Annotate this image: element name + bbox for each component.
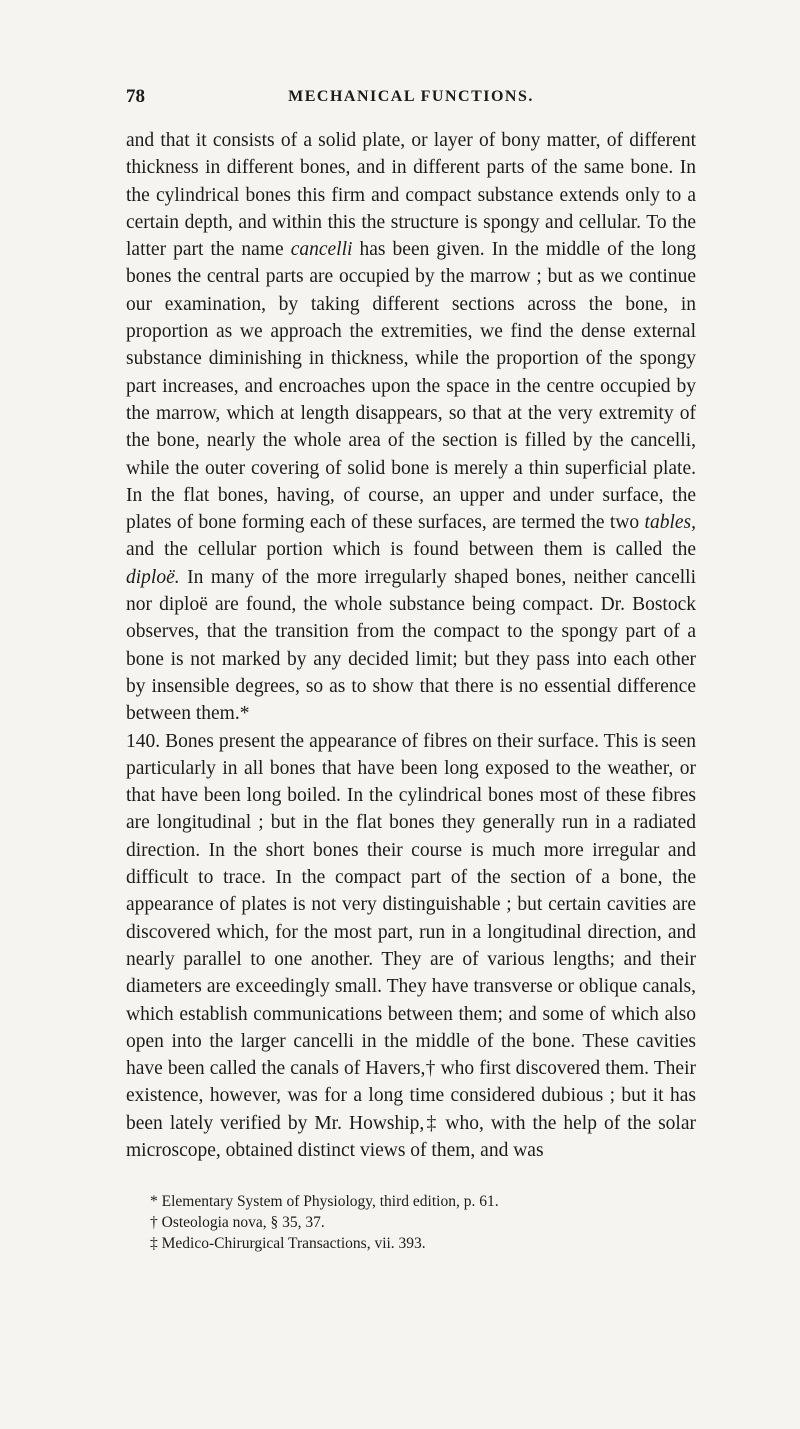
text-run: has been given. In the middle of the long bones the central parts are occupied by the marrow ; but as we continue our examination, by taking different sections across the bone, in proportion as we approach the extremities, we find the dense external substance diminishing in thickness, while the proportion of the spongy part increases, and encroaches upon the space in the centre occupied by the marrow, which at length disappears, so that at the very extremity of the bone, nearly the whole area of the section is filled by the cancelli, while the outer covering of solid bone is merely a thin superficial plate. In the flat bones, having, of course, an upper and under surface, the plates of bone forming each of these surfaces, are termed the two xyxy=(126,239,696,534)
paragraph-140: 140. Bones present the appearance of fibres on their surface. This is seen particularly in all bones that have been long exposed to the weather, or that have been long boiled. In the cylindrical bones most of these fibres are longitudinal ; but in the flat bones they generally run in a radiated direction. In the short bones their course is much more irregular and difficult to trace. In the compact part of the section of a bone, the appearance of plates is not very distinguishable ; but certain cavities are discovered which, for the most part, run in a longitudinal direction, and nearly parallel to one another. They are of various lengths; and their diameters are exceedingly small. They have transverse or oblique canals, which establish communications between them; and some of which also open into the larger cancelli in the middle of the bone. These cavities have been called the canals of Havers,† who first discovered them. Their existence, however, was for a long time considered dubious ; but it has been lately verified by Mr. Howship,‡ who, with the help of the solar microscope, obtained distinct views of them, and was xyxy=(126,730,696,1161)
page-number: 78 xyxy=(126,86,145,107)
page-header xyxy=(126,86,696,114)
text-run: In many of the more irregularly shaped bones, neither cancelli nor diploë are found, the whole substance being compact. Dr. Bostock observes, that the transition from the compact to the spongy part of a bone is not marked by any decided limit; but they pass into each other by insensible degrees, so as to show that there is no essential difference between them.* xyxy=(126,566,696,725)
italic-term-diploe: diploë. xyxy=(126,566,180,588)
footnote: * Elementary System of Physiology, third edition, p. 61. xyxy=(150,1193,499,1210)
italic-term-tables: tables, xyxy=(644,512,696,534)
footnote: ‡ Medico-Chirurgical Transactions, vii. 393. xyxy=(150,1235,426,1252)
italic-term-cancelli: cancelli xyxy=(290,239,353,261)
running-title: MECHANICAL FUNCTIONS. xyxy=(288,88,534,105)
text-run: and the cellular portion which is found between them is called the xyxy=(126,539,696,561)
text-run: and that it consists of a solid plate, or layer of bony matter, of different thickness in different bones, and in different parts of the same bone. In the cylindrical bones this firm and compact substance extends only to a certain depth, and within this the structure is spongy and cellular. To the latter part the name xyxy=(126,130,696,261)
footnotes xyxy=(126,1191,696,1254)
body-text xyxy=(126,127,696,1164)
footnote: † Osteologia nova, § 35, 37. xyxy=(150,1214,325,1231)
paragraph-continued xyxy=(126,127,696,728)
